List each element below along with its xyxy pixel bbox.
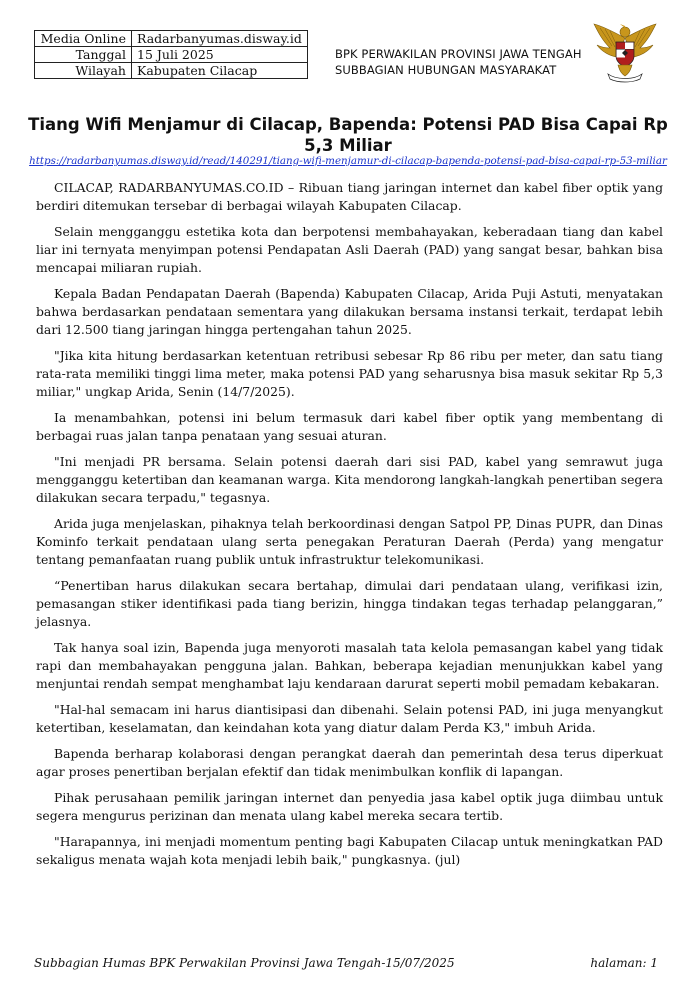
date-info-row bbox=[35, 47, 308, 63]
region-info-value: Kabupaten Cilacap bbox=[132, 63, 308, 79]
article-paragraph: Kepala Badan Pendapatan Daerah (Bapenda) Kabupaten Cilacap, Arida Puji Astuti, menyatakan bahwa berdasarkan pendataan sementara yang dilakukan bersama instansi terkait, terdapat lebih dari 12.500 tiang jaringan hingga pertengahan tahun 2025. bbox=[36, 286, 663, 337]
media-info-row bbox=[35, 31, 308, 47]
article-title: Tiang Wifi Menjamur di Cilacap, Bapenda: Potensi PAD Bisa Capai Rp 5,3 Miliar bbox=[28, 115, 668, 155]
organization-name: BPK PERWAKILAN PROVINSI JAWA TENGAH bbox=[335, 47, 582, 61]
page-number: halaman: 1 bbox=[590, 956, 658, 970]
media-info-label: Media Online bbox=[35, 31, 132, 47]
article-paragraph: "Jika kita hitung berdasarkan ketentuan retribusi sebesar Rp 86 ribu per meter, dan satu tiang rata-rata memiliki tinggi lima meter, maka potensi PAD yang seharusnya bisa masuk sekitar Rp 5,3 miliar," ungkap Arida, Senin (14/7/2025). bbox=[36, 348, 663, 399]
garuda-emblem-icon bbox=[592, 18, 658, 84]
article-paragraph: “Penertiban harus dilakukan secara bertahap, dimulai dari pendataan ulang, verifikasi izin, pemasangan stiker identifikasi pada tiang berizin, hingga tindakan tegas terhadap pelanggaran,” jelasnya. bbox=[36, 578, 663, 629]
footer-source: Subbagian Humas BPK Perwakilan Provinsi Jawa Tengah-15/07/2025 bbox=[34, 956, 455, 970]
article-paragraph: "Ini menjadi PR bersama. Selain potensi daerah dari sisi PAD, kabel yang semrawut juga mengganggu ketertiban dan keamanan warga. Kita mendorong langkah-langkah penertiban segera dilakukan secara terpadu," tegasnya. bbox=[36, 454, 663, 505]
region-info-row bbox=[35, 63, 308, 79]
article-paragraph: "Harapannya, ini menjadi momentum penting bagi Kabupaten Cilacap untuk meningkatkan PAD sekaligus menata wajah kota menjadi lebih baik," pungkasnya. (jul) bbox=[36, 834, 663, 867]
date-info-label: Tanggal bbox=[35, 47, 132, 63]
article-paragraph: Bapenda berharap kolaborasi dengan perangkat daerah dan pemerintah desa terus diperkuat agar proses penertiban berjalan efektif dan tidak menimbulkan konflik di lapangan. bbox=[36, 746, 663, 779]
article-paragraph: Arida juga menjelaskan, pihaknya telah berkoordinasi dengan Satpol PP, Dinas PUPR, dan Dinas Kominfo terkait pendataan ulang serta penegakan Peraturan Daerah (Perda) yang mengatur tentang pemanfaatan ruang publik untuk infrastruktur telekomunikasi. bbox=[36, 516, 663, 567]
article-paragraph: Tak hanya soal izin, Bapenda juga menyoroti masalah tata kelola pemasangan kabel yang tidak rapi dan membahayakan pengguna jalan. Bahkan, beberapa kejadian menunjukkan kabel yang menjuntai rendah sempat menghambat laju kendaraan darurat seperti mobil pemadam kebakaran. bbox=[36, 640, 663, 691]
article-paragraph: Pihak perusahaan pemilik jaringan internet dan penyedia jasa kabel optik juga diimbau untuk segera mengurus perizinan dan menata ulang kabel mereka secara tertib. bbox=[36, 790, 663, 823]
region-info-label: Wilayah bbox=[35, 63, 132, 79]
media-info-value: Radarbanyumas.disway.id bbox=[132, 31, 308, 47]
article-paragraph: "Hal-hal semacam ini harus diantisipasi dan dibenahi. Selain potensi PAD, ini juga menyangkut ketertiban, keselamatan, dan keindahan kota yang diatur dalam Perda K3," imbuh Arida. bbox=[36, 702, 663, 735]
article-source-link[interactable]: https://radarbanyumas.disway.id/read/140291/tiang-wifi-menjamur-di-cilacap-bapenda-potensi-pad-bisa-capai-rp-53-miliar bbox=[29, 155, 667, 167]
organization-header bbox=[335, 46, 582, 78]
article-paragraph: CILACAP, RADARBANYUMAS.CO.ID – Ribuan tiang jaringan internet dan kabel fiber optik yang berdiri ditemukan tersebar di berbagai wilayah Kabupaten Cilacap. bbox=[36, 180, 663, 213]
media-info-table bbox=[34, 30, 308, 79]
organization-unit: SUBBAGIAN HUBUNGAN MASYARAKAT bbox=[335, 63, 557, 77]
article-paragraph: Selain mengganggu estetika kota dan berpotensi membahayakan, keberadaan tiang dan kabel liar ini ternyata menyimpan potensi Pendapatan Asli Daerah (PAD) yang sangat besar, bahkan bisa mencapai miliaran rupiah. bbox=[36, 224, 663, 275]
article-body bbox=[36, 179, 663, 877]
article-paragraph: Ia menambahkan, potensi ini belum termasuk dari kabel fiber optik yang membentang di berbagai ruas jalan tanpa penataan yang sesuai aturan. bbox=[36, 410, 663, 443]
date-info-value: 15 Juli 2025 bbox=[132, 47, 308, 63]
